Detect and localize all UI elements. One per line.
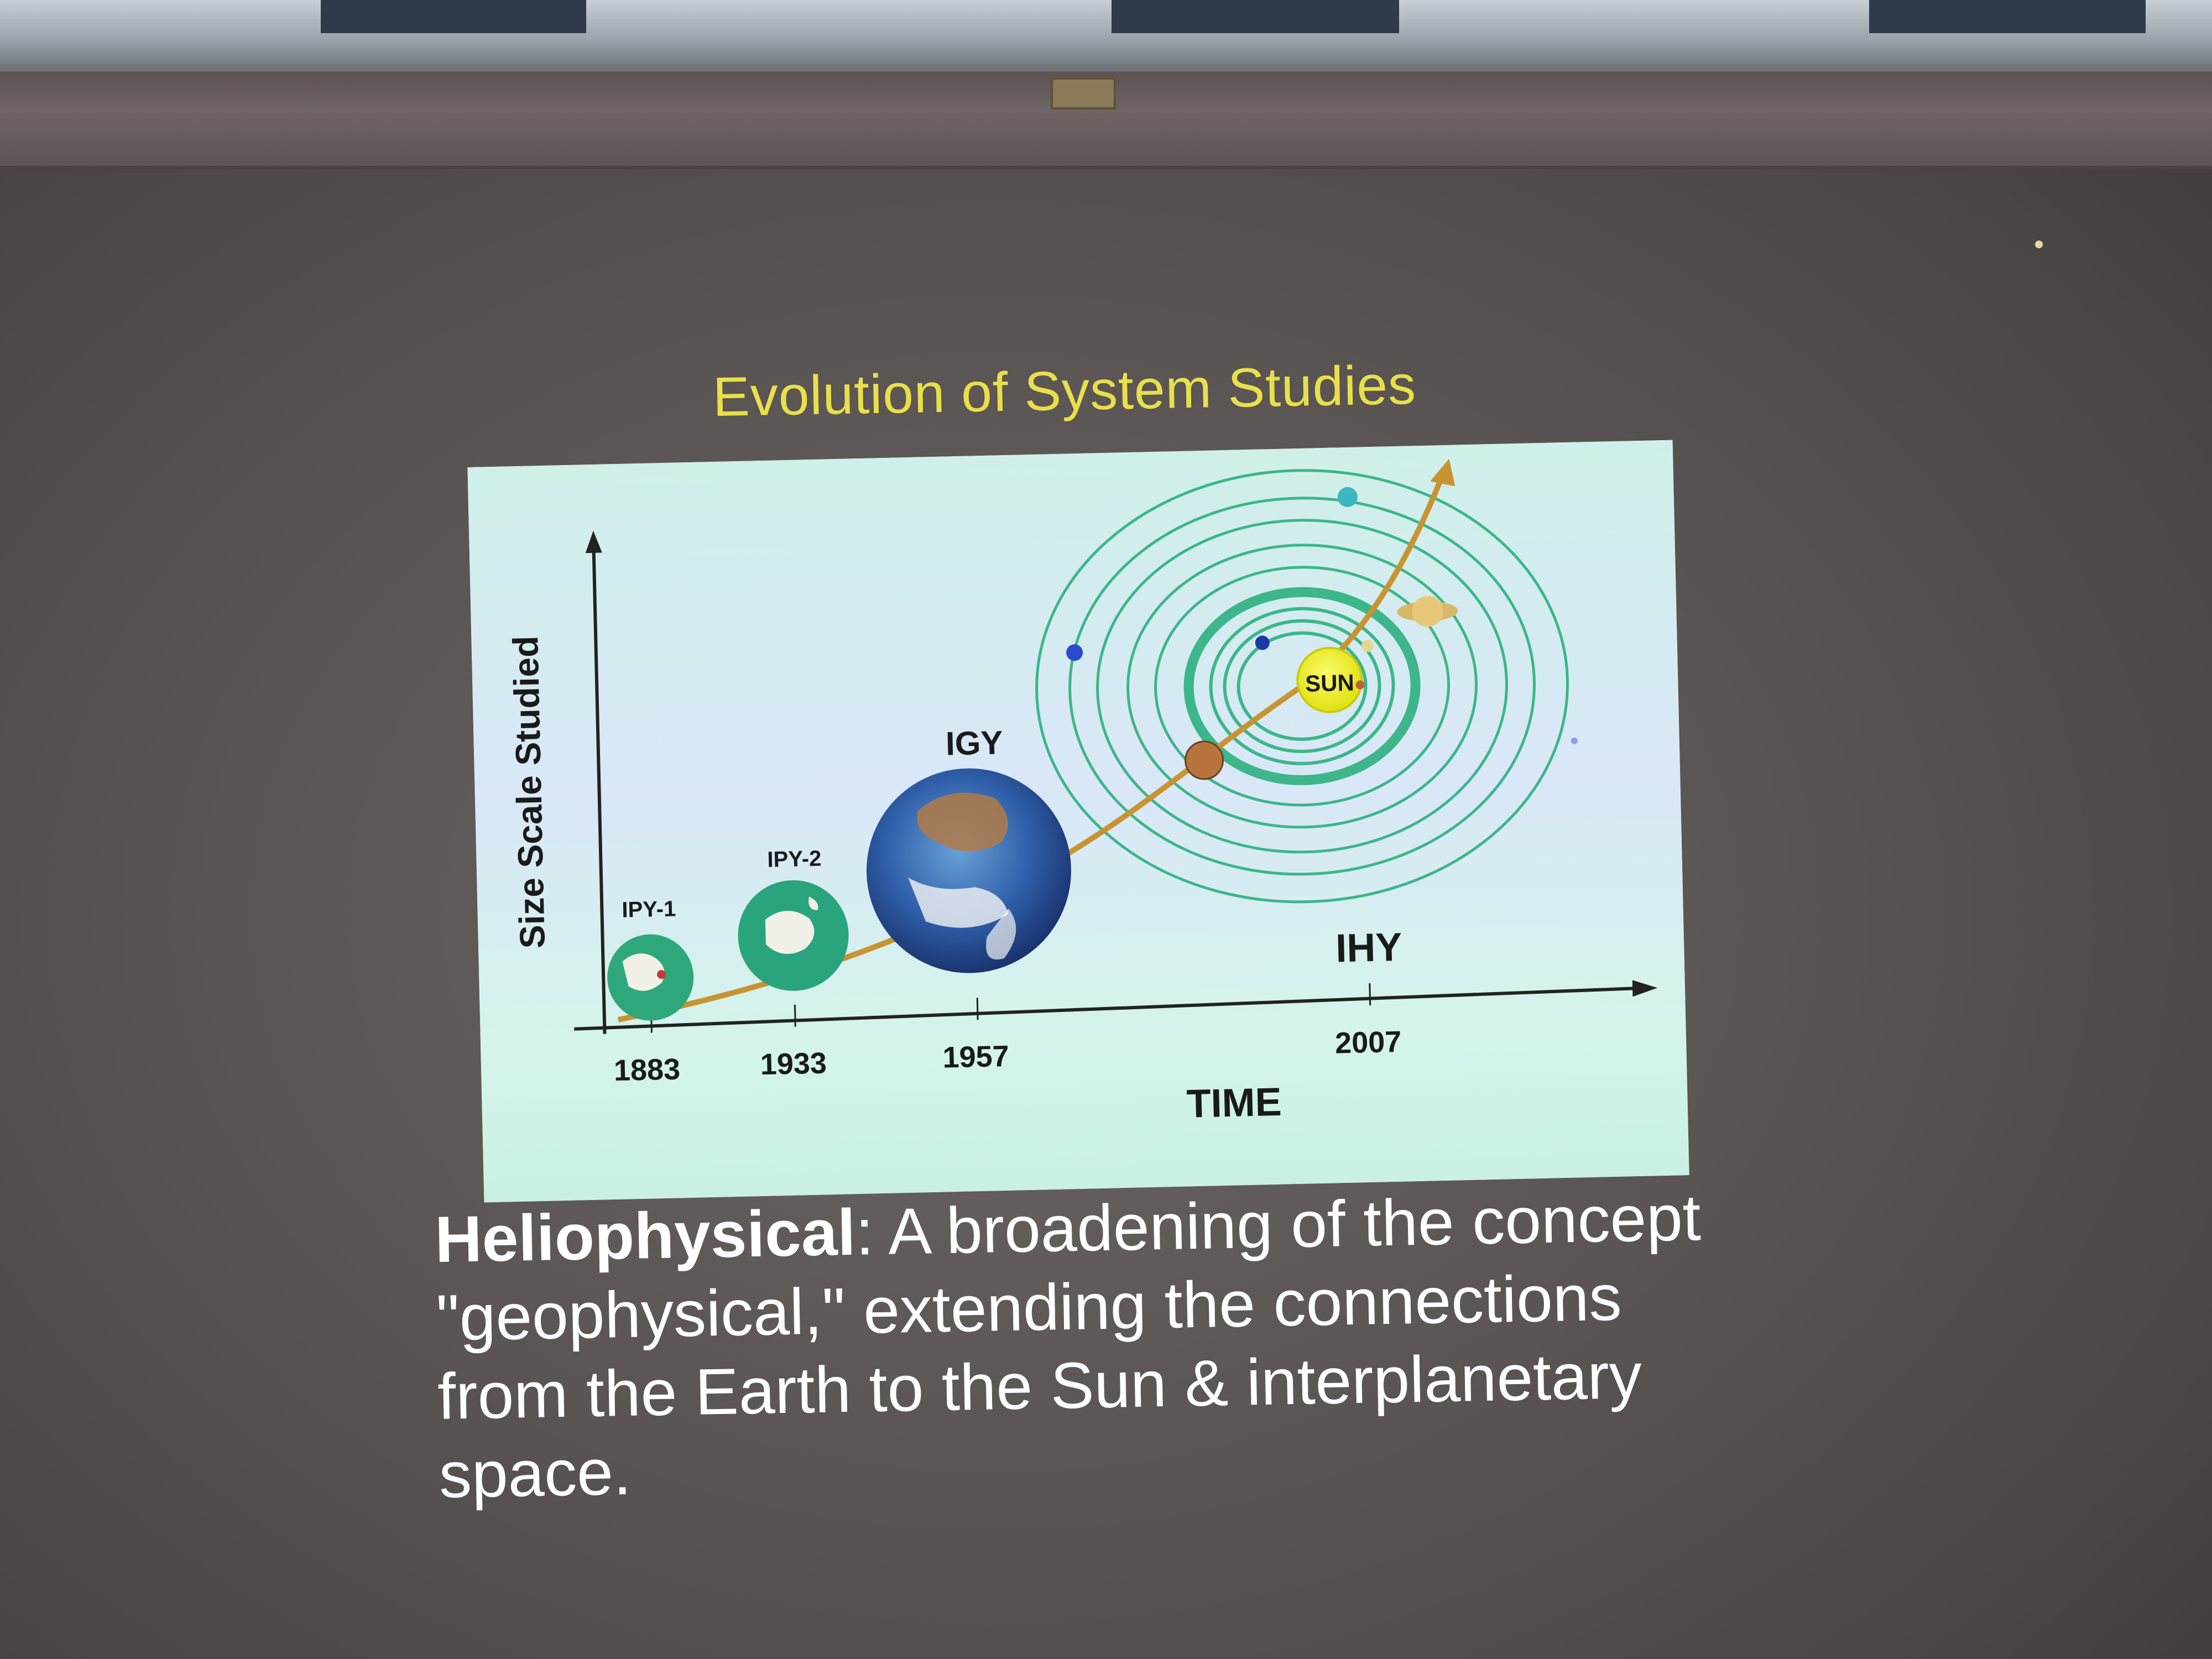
year-label-1883: 1883	[613, 1052, 681, 1088]
slide-title: Evolution of System Studies	[712, 353, 1417, 429]
light-speck	[2035, 241, 2043, 248]
slide-caption	[434, 1177, 1767, 1515]
ceiling	[0, 0, 2212, 72]
y-axis-label: Size Scale Studied	[505, 635, 552, 950]
x-axis-label: TIME	[1186, 1079, 1282, 1126]
caption-term: Heliophysical	[434, 1196, 857, 1276]
jupiter-planet	[1185, 741, 1224, 780]
frame-bracket	[1051, 77, 1116, 109]
diagram-svg	[467, 440, 1689, 1202]
era-label-igy: IGY	[945, 724, 1004, 763]
era-label-ipy2: IPY-2	[767, 846, 822, 872]
sun-label: SUN	[1305, 669, 1355, 697]
evolution-diagram	[467, 440, 1689, 1202]
screen-frame-rail	[0, 72, 2212, 169]
era-label-ihy: IHY	[1335, 925, 1403, 971]
year-label-1957: 1957	[942, 1039, 1010, 1074]
year-label-1933: 1933	[760, 1046, 827, 1082]
year-label-2007: 2007	[1334, 1025, 1402, 1060]
era-label-ipy1: IPY-1	[622, 896, 676, 922]
caption-text: : A broadening of the concept "geophysical," extending the connections from the Earth to the Sun & interplanetary space.	[435, 1181, 1702, 1512]
